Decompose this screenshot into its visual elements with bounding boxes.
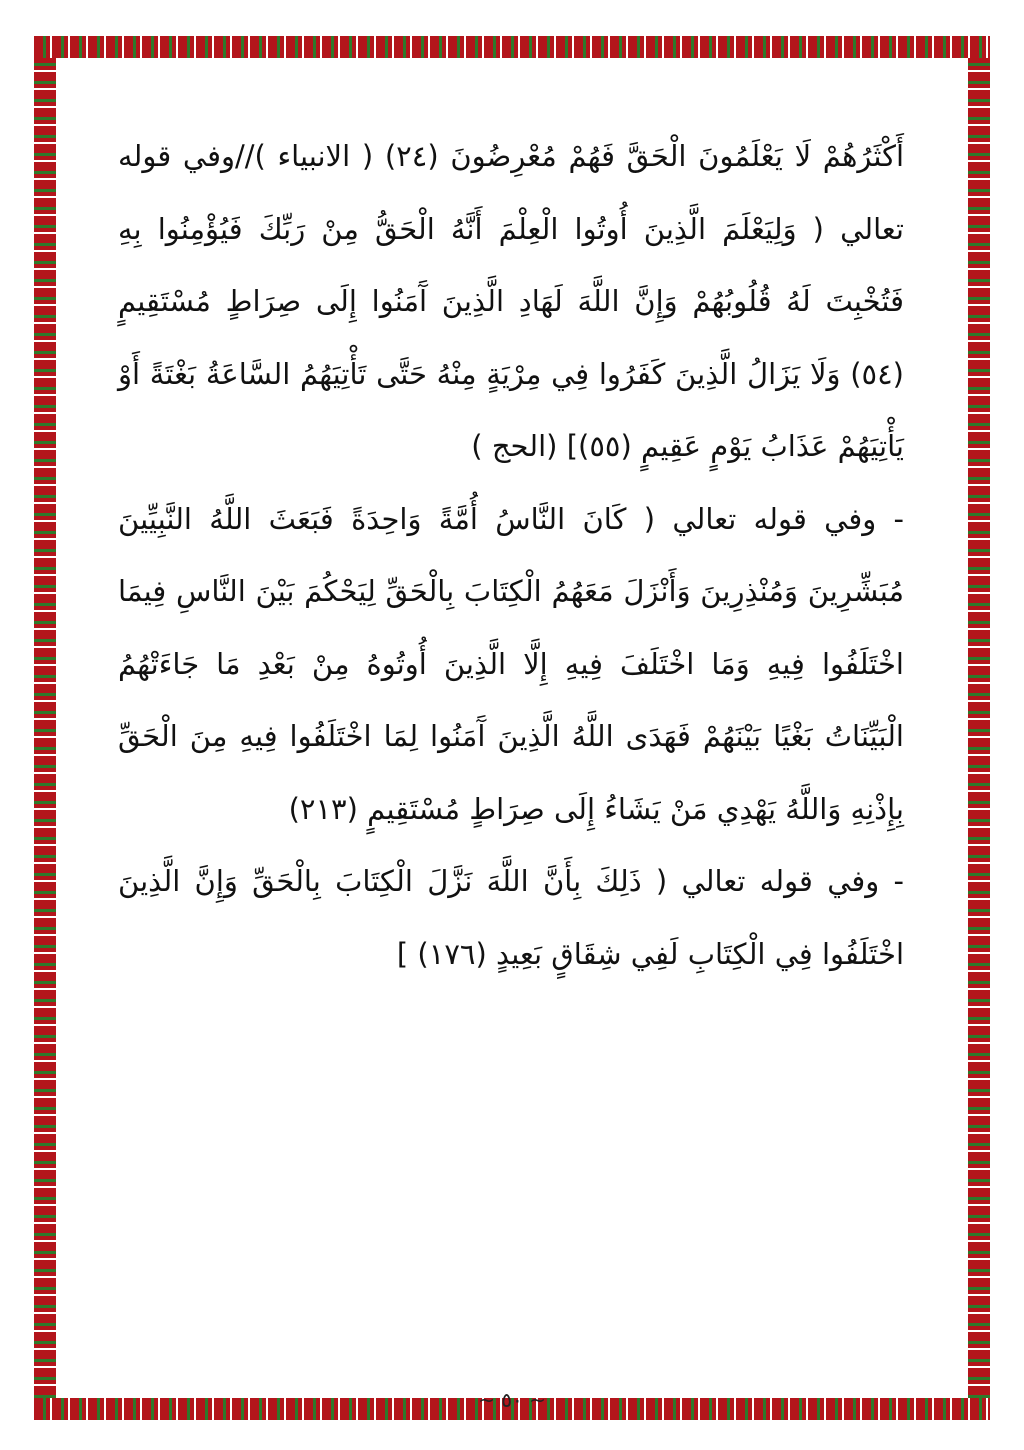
page-body-text xyxy=(118,120,904,990)
page-number: ~ ٥٠ ~ xyxy=(478,1388,546,1412)
paragraph-2: - وفي قوله تعالي ( كَانَ النَّاسُ أُمَّةً وَاحِدَةً فَبَعَثَ اللَّهُ النَّبِيِّينَ مُبَشِّرِينَ وَمُنْذِرِينَ وَأَنْزَلَ مَعَهُمُ الْكِتَابَ بِالْحَقِّ لِيَحْكُمَ بَيْنَ النَّاسِ فِيمَا اخْتَلَفُوا فِيهِ وَمَا اخْتَلَفَ فِيهِ إِلَّا الَّذِينَ أُوتُوهُ مِنْ بَعْدِ مَا جَاءَتْهُمُ الْبَيِّنَاتُ بَغْيًا بَيْنَهُمْ فَهَدَى اللَّهُ الَّذِينَ آَمَنُوا لِمَا اخْتَلَفُوا فِيهِ مِنَ الْحَقِّ بِإِذْنِهِ وَاللَّهُ يَهْدِي مَنْ يَشَاءُ إِلَى صِرَاطٍ مُسْتَقِيمٍ (٢١٣) xyxy=(118,501,904,826)
paragraph-3: - وفي قوله تعالي ( ذَلِكَ بِأَنَّ اللَّهَ نَزَّلَ الْكِتَابَ بِالْحَقِّ وَإِنَّ الَّذِينَ اخْتَلَفُوا فِي الْكِتَابِ لَفِي شِقَاقٍ بَعِيدٍ (١٧٦) ] xyxy=(118,864,904,971)
paragraph-1: أَكْثَرُهُمْ لَا يَعْلَمُونَ الْحَقَّ فَهُمْ مُعْرِضُونَ (٢٤) ( الانبياء )//وفي قوله تعالي ( وَلِيَعْلَمَ الَّذِينَ أُوتُوا الْعِلْمَ أَنَّهُ الْحَقُّ مِنْ رَبِّكَ فَيُؤْمِنُوا بِهِ فَتُخْبِتَ لَهُ قُلُوبُهُمْ وَإِنَّ اللَّهَ لَهَادِ الَّذِينَ آَمَنُوا إِلَى صِرَاطٍ مُسْتَقِيمٍ (٥٤) وَلَا يَزَالُ الَّذِينَ كَفَرُوا فِي مِرْيَةٍ مِنْهُ حَتَّى تَأْتِيَهُمُ السَّاعَةُ بَغْتَةً أَوْ يَأْتِيَهُمْ عَذَابُ يَوْمٍ عَقِيمٍ (٥٥)] (الحج ) xyxy=(118,139,905,463)
